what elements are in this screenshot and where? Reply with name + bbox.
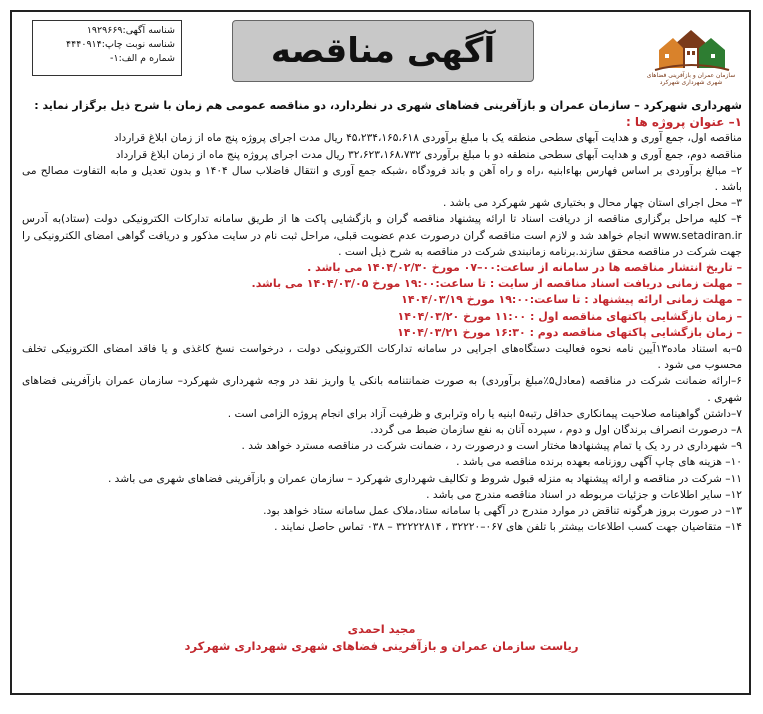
item-5: ۵–به استناد ماده۱۳آیین نامه نحوه فعالیت دستگاه‌های اجرایی در سامانه تدارکات الکترونیکی دولت ، درخواست نسخ کاغذی و یا فاقد امضای الکترونیکی تخلف محسوب می شود . [22, 343, 742, 372]
setad-link[interactable]: www.setadiran.ir [653, 229, 742, 242]
item-3: ۳– محل اجرای استان چهار محال و بختیاری شهر شهرکرد می باشد . [443, 197, 742, 210]
item-4-part2: انجام خواهد شد و لازم است مناقصه گران درصورت عدم عضویت قبلی، مراحل ثبت نام در سایت مذکور و دریافت گواهی امضای الکترونیکی را جهت شرکت در مناقصه محقق سازند.برنامه زمانبندی شرکت در مناقصه به شرح ذیل است . [22, 229, 742, 258]
date-opening-2: – زمان بازگشایی پاکتهای مناقصه دوم : ۱۶:۳۰ مورخ ۱۴۰۴/۰۳/۲۱ [397, 325, 742, 339]
signatory-title: ریاست سازمان عمران و بازآفرینی فضاهای شهری شهرداری شهرکرد [184, 639, 579, 653]
advertisement-body [22, 98, 742, 535]
item-12: ۱۲– سایر اطلاعات و جزئیات مربوطه در اسناد مناقصه مندرج می باشد . [426, 488, 742, 501]
item-8: ۸– درصورت انصراف برندگان اول و دوم ، سپرده آنان به نفع سازمان ضبط می گردد. [370, 424, 742, 437]
ad-id: شناسه آگهی:۱۹۲۹۶۶۹ [86, 25, 175, 36]
section-projects-heading: ۱– عنوان پروژه ها : [625, 115, 742, 130]
logo-caption: سازمان عمران و بازآفرینی فضاهای شهری شهرداری شهرکرد [646, 72, 736, 86]
date-offer: – مهلت زمانی ارائه پیشنهاد : تا ساعت:۱۹:۰۰ مورخ ۱۴۰۴/۰۳/۱۹ [401, 293, 742, 307]
item-14: ۱۴– متقاضیان جهت کسب اطلاعات بیشتر با تلفن های ۰۶۷–۳۲۲۲۰ ، ۳۲۲۲۲۸۱۴ – ۰۳۸ تماس حاصل نمایند . [274, 521, 742, 534]
title-banner [232, 20, 534, 82]
item-10: ۱۰– هزینه های چاپ آگهی روزنامه بعهده برنده مناقصه می باشد . [456, 456, 742, 469]
project-1: مناقصه اول، جمع آوری و هدایت آبهای سطحی منطقه یک با مبلغ برآوردی ۴۵،۲۳۴،۱۶۵،۶۱۸ ریال مدت اجرای پروژه پنج ماه از زمان ابلاغ قرارداد [113, 132, 742, 145]
item-9: ۹– شهرداری در رد یک یا تمام پیشنهادها مختار است و درصورت رد ، ضمانت شرکت در مناقصه مسترد خواهد شد . [241, 440, 742, 453]
project-2: مناقصه دوم، جمع آوری و هدایت آبهای سطحی منطقه دو با مبلغ برآوردی ۳۲،۶۲۳،۱۶۸،۷۳۲ ریال مدت اجرای پروژه پنج ماه از زمان ابلاغ قرارداد [115, 148, 742, 161]
ad-info-box [32, 20, 182, 76]
item-13: ۱۳– در صورت بروز هرگونه تناقض در موارد مندرج در آگهی با سامانه ستاد،ملاک عمل سامانه ستاد خواهد بود. [263, 505, 742, 518]
item-4 [22, 211, 742, 260]
item-2: ۲– مبالغ برآوردی بر اساس فهارس بهاءابنیه ،راه و راه آهن و باند فرودگاه ،شبکه جمع آوری و انتقال فاضلاب سال ۱۴۰۴ و بدون تعدیل و مابه التفاوت مصالح می باشد . [22, 164, 743, 194]
intro-paragraph: شهرداری شهرکرد – سازمان عمران و بازآفرینی فضاهای شهری در نظردارد، دو مناقصه عمومی هم زمان با شرح ذیل برگزار نماید : [34, 99, 742, 112]
date-documents: – مهلت زمانی دریافت اسناد مناقصه از سایت : تا ساعت:۱۹:۰۰ مورخ ۱۴۰۴/۰۳/۰۵ می باشد. [251, 277, 742, 291]
date-opening-1: – زمان بازگشایی پاکتهای مناقصه اول : ۱۱:۰۰ مورخ ۱۴۰۴/۰۳/۲۰ [397, 309, 742, 323]
page-title: آگهی مناقصه [270, 31, 496, 71]
header [18, 18, 743, 86]
item-7: ۷–داشتن گواهینامه صلاحیت پیمانکاری حداقل رتبه۵ ابنیه یا راه وترابری و ظرفیت آزاد برای انجام پروژه الزامی است . [227, 407, 742, 420]
item-6: ۶–ارائه ضمانت شرکت در مناقصه (معادل۵٪مبلغ برآوردی) به صورت ضمانتنامه بانکی یا واریز نقد در وجه شهرداری شهرکرد– سازمان عمران بازآفرینی فضاهای شهری . [22, 375, 742, 404]
item-4-part1: ۴– کلیه مراحل برگزاری مناقصه از دریافت اسناد تا ارائه پیشنهاد مناقصه گران و بازگشایی پاکت ها از طریق سامانه تدارکات الکترونیکی دولت (ستاد)به آدرس [22, 213, 742, 226]
print-id: شناسه نوبت چاپ:۴۴۴۰۹۱۴ [66, 39, 175, 50]
signature-block [0, 622, 763, 653]
date-publish: – تاریخ انتشار مناقصه ها در سامانه از ساعت:۰۰–۰۷ مورخ ۱۴۰۴/۰۲/۳۰ می باشد . [307, 261, 742, 275]
signatory-name: مجید احمدی [347, 622, 416, 636]
reference-number: شماره م الف:۱- [110, 53, 175, 64]
item-11: ۱۱– شرکت در مناقصه و ارائه پیشنهاد به منزله قبول شروط و تکالیف شهرداری شهرکرد – سازمان عمران و بازآفرینی فضاهای شهری می باشد . [107, 472, 742, 485]
